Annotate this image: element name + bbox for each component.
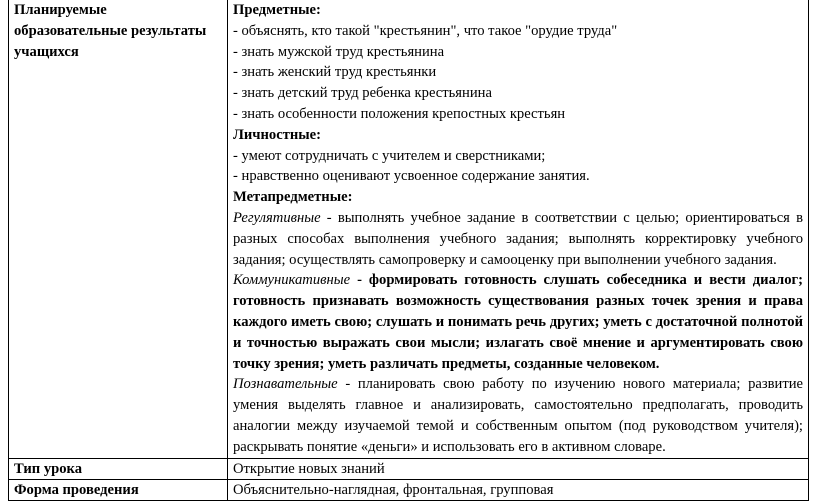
communicative-term: Коммуникативные xyxy=(233,272,351,289)
lesson-plan-document xyxy=(8,0,809,501)
communicative-text: - формировать готовность слушать собеседника и вести диалог; готовность признавать возможность существования разных точек зрения и права каждого иметь свою; слушать и понимать речь других; уметь с достаточной полнотой и точностью выражать свои мысли; излагать своё мнение и аргументировать свою точку зрения; уметь различать предметы, созданные человеком. xyxy=(233,272,803,372)
list-item: - умеют сотрудничать с учителем и сверстниками; xyxy=(233,147,546,164)
cognitive-text: - планировать свою работу по изучению нового материала; развитие умения выделять главное и анализировать, самостоятельно предполагать, проводить аналогии между изучаемой темой и собственным опытом (под руководством учителя); раскрывать понятие «деньги» и использовать его в активном словаре. xyxy=(233,376,803,455)
list-item: - знать мужской труд крестьянина xyxy=(233,43,445,60)
regulative-text: - выполнять учебное задание в соответствии с целью; ориентироваться в разных способах выполнения учебного задания; выполнять корректировку учебного задания; осуществлять самопроверку и самооценку при выполнении учебного задания. xyxy=(233,209,803,268)
form-value-cell xyxy=(228,479,809,500)
subject-results-heading: Предметные: xyxy=(233,2,321,18)
table-row xyxy=(9,0,809,458)
results-label: Планируемые образовательные результаты учащихся xyxy=(14,2,207,60)
list-item: - нравственно оценивают усвоенное содержание занятия. xyxy=(233,168,590,185)
form-label-cell xyxy=(9,479,228,500)
cognitive-paragraph xyxy=(233,374,803,457)
form-value: Объяснительно-наглядная, фронтальная, групповая xyxy=(233,481,554,498)
cognitive-term: Познавательные xyxy=(233,376,338,393)
meta-results-heading: Метапредметные: xyxy=(233,189,353,206)
form-label: Форма проведения xyxy=(14,481,139,498)
list-item: - объяснять, кто такой "крестьянин", что такое "орудие труда" xyxy=(233,22,618,39)
lesson-plan-table xyxy=(8,0,809,501)
regulative-term: Регулятивные xyxy=(233,209,321,226)
table-row xyxy=(9,479,809,500)
lesson-type-value: Открытие новых знаний xyxy=(233,460,385,477)
list-item: - знать детский труд ребенка крестьянина xyxy=(233,85,492,102)
communicative-paragraph xyxy=(233,270,803,374)
regulative-paragraph xyxy=(233,208,803,270)
list-item: - знать особенности положения крепостных крестьян xyxy=(233,105,566,122)
results-content-cell xyxy=(228,0,809,458)
personal-results-heading: Личностные: xyxy=(233,126,322,143)
lesson-type-label: Тип урока xyxy=(14,460,83,477)
results-label-cell xyxy=(9,0,228,458)
list-item: - знать женский труд крестьянки xyxy=(233,64,437,81)
